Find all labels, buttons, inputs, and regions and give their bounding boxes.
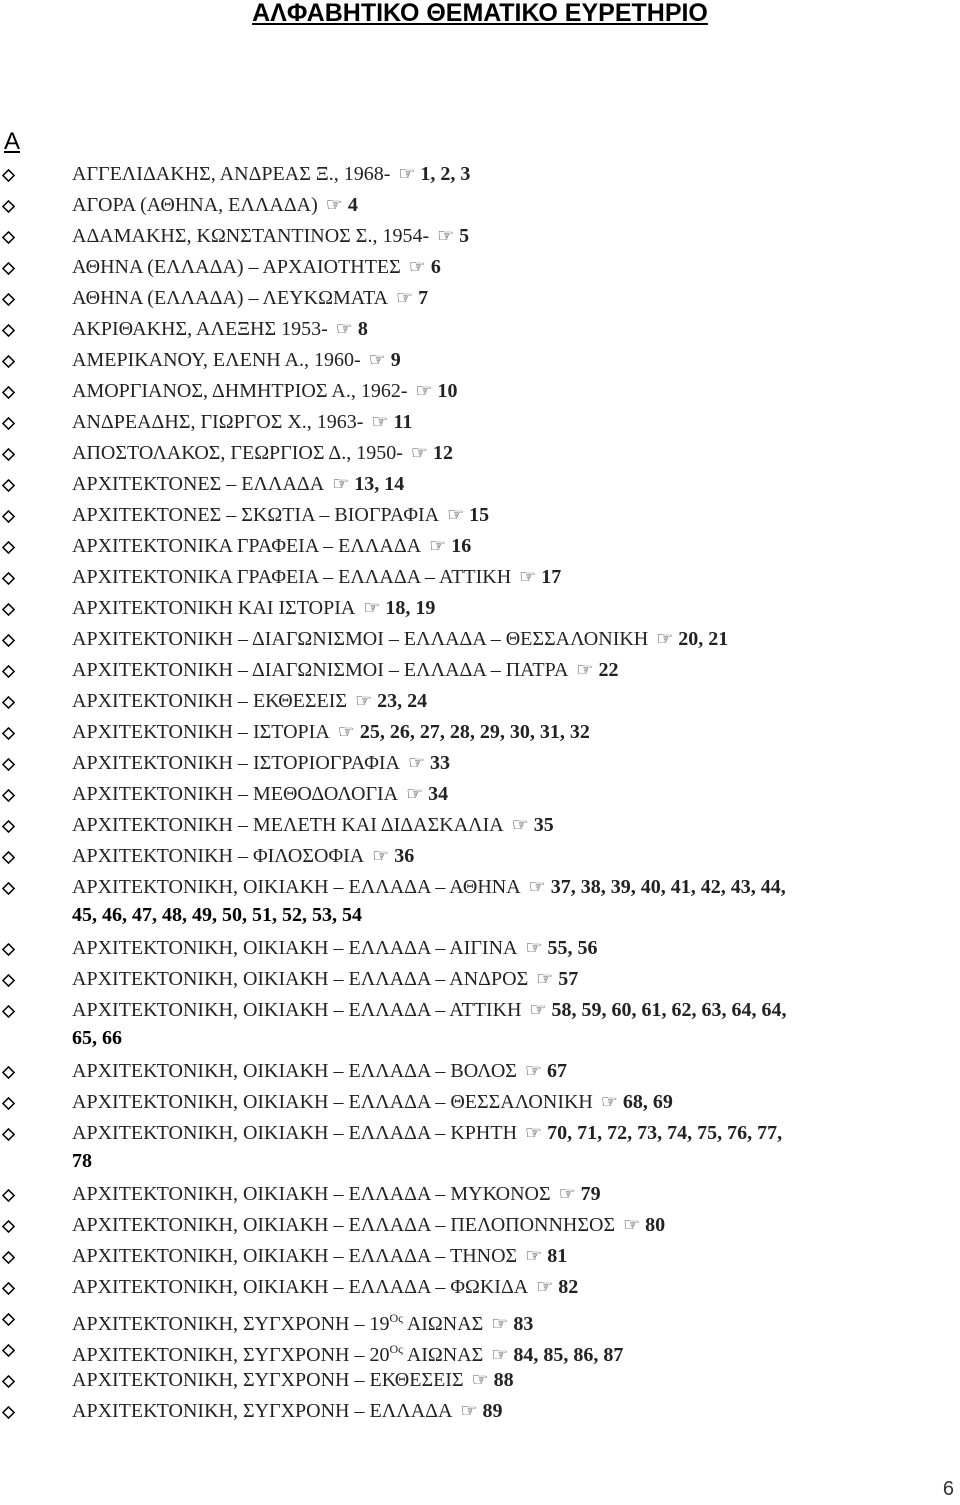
pointing-hand-icon: ☞ <box>536 969 554 990</box>
entry-line <box>72 222 469 251</box>
entry-pages: 11 <box>393 411 413 433</box>
entry-term: ΑΠΟΣΤΟΛΑΚΟΣ, ΓΕΩΡΓΙΟΣ Δ., 1950- <box>72 442 403 464</box>
pointing-hand-icon: ☞ <box>332 474 350 495</box>
diamond-bullet-icon <box>2 448 15 461</box>
entry-pages: 23, 24 <box>377 690 428 712</box>
entry-term: ΑΜΟΡΓΙΑΝΟΣ, ΔΗΜΗΤΡΙΟΣ Α., 1962- <box>72 380 408 402</box>
entry-line <box>72 1242 567 1271</box>
pointing-hand-icon: ☞ <box>429 536 447 557</box>
entry-pages: 17 <box>541 566 562 588</box>
diamond-bullet-icon <box>2 386 15 399</box>
entry-term: ΑΡΧΙΤΕΚΤΟΝΙΚΗ, ΟΙΚΙΑΚΗ – ΕΛΛΑΔΑ – ΑΘΗΝΑ <box>72 876 521 898</box>
entry-term: ΑΡΧΙΤΕΚΤΟΝΙΚΗ, ΟΙΚΙΑΚΗ – ΕΛΛΑΔΑ – ΒΟΛΟΣ <box>72 1060 517 1082</box>
entry-line <box>72 965 578 994</box>
pointing-hand-icon: ☞ <box>325 195 343 216</box>
entry-term: ΑΡΧΙΤΕΚΤΟΝΙΚΗ, ΟΙΚΙΑΚΗ – ΕΛΛΑΔΑ – ΑΝΔΡΟΣ <box>72 968 529 990</box>
entry-term: ΑΡΧΙΤΕΚΤΟΝΙΚΗ, ΟΙΚΙΑΚΗ – ΕΛΛΑΔΑ – ΚΡΗΤΗ <box>72 1122 518 1144</box>
entry-term: ΑΡΧΙΤΕΚΤΟΝΙΚΗ – ΜΕΛΕΤΗ ΚΑΙ ΔΙΔΑΣΚΑΛΙΑ <box>72 814 504 836</box>
pointing-hand-icon: ☞ <box>396 288 414 309</box>
pointing-hand-icon: ☞ <box>491 1314 509 1335</box>
entry-term: ΑΡΧΙΤΕΚΤΟΝΙΚΗ, ΟΙΚΙΑΚΗ – ΕΛΛΑΔΑ – ΘΕΣΣΑΛΟΝΙΚΗ <box>72 1091 593 1113</box>
diamond-bullet-icon <box>2 1005 15 1018</box>
entry-pages: 80 <box>645 1214 666 1236</box>
section-letter: Α <box>4 128 21 155</box>
diamond-bullet-icon <box>2 851 15 864</box>
diamond-bullet-icon <box>2 572 15 585</box>
diamond-bullet-icon <box>2 293 15 306</box>
entry-line <box>72 656 618 685</box>
pointing-hand-icon: ☞ <box>491 1345 509 1366</box>
entry-line <box>72 873 786 902</box>
entry-line <box>72 563 561 592</box>
entry-line <box>72 1366 514 1395</box>
entry-term: ΑΘΗΝΑ (ΕΛΛΑΔΑ) – ΛΕΥΚΩΜΑΤΑ <box>72 287 389 309</box>
entry-line <box>72 594 435 623</box>
entry-pages: 18, 19 <box>385 597 436 619</box>
entry-term: ΑΓΟΡΑ (ΑΘΗΝΑ, ΕΛΛΑΔΑ) <box>72 194 318 216</box>
pointing-hand-icon: ☞ <box>511 815 529 836</box>
diamond-bullet-icon <box>2 634 15 647</box>
diamond-bullet-icon <box>2 1344 15 1357</box>
pointing-hand-icon: ☞ <box>337 722 355 743</box>
entry-superscript: Ος <box>389 1311 403 1325</box>
entry-term: ΑΡΧΙΤΕΚΤΟΝΙΚΗ – ΔΙΑΓΩΝΙΣΜΟΙ – ΕΛΛΑΔΑ – ΘΕΣΣΑΛΟΝΙΚΗ <box>72 628 649 650</box>
entry-line <box>72 780 448 809</box>
pointing-hand-icon: ☞ <box>437 226 455 247</box>
entry-pages: 36 <box>394 845 415 867</box>
diamond-bullet-icon <box>2 1313 15 1326</box>
entry-term-suffix: ΑΙΩΝΑΣ <box>406 1344 484 1366</box>
entry-line <box>72 284 428 313</box>
entry-line <box>72 718 590 747</box>
diamond-bullet-icon <box>2 665 15 678</box>
diamond-bullet-icon <box>2 510 15 523</box>
pointing-hand-icon: ☞ <box>529 1000 547 1021</box>
entry-pages: 89 <box>482 1400 503 1422</box>
entry-term: ΑΡΧΙΤΕΚΤΟΝΙΚΗ, ΟΙΚΙΑΚΗ – ΕΛΛΑΔΑ – ΤΗΝΟΣ <box>72 1245 518 1267</box>
entry-line <box>72 408 412 437</box>
entry-term: ΑΡΧΙΤΕΚΤΟΝΙΚΑ ΓΡΑΦΕΙΑ – ΕΛΛΑΔΑ – ΑΤΤΙΚΗ <box>72 566 512 588</box>
entry-pages: 13, 14 <box>354 473 405 495</box>
entry-line <box>72 1088 673 1117</box>
entry-line <box>72 191 358 220</box>
entry-pages: 67 <box>547 1060 567 1082</box>
entry-line <box>72 811 554 840</box>
diamond-bullet-icon <box>2 479 15 492</box>
diamond-bullet-icon <box>2 974 15 987</box>
pointing-hand-icon: ☞ <box>519 567 537 588</box>
pointing-hand-icon: ☞ <box>471 1370 489 1391</box>
entry-line <box>72 625 728 654</box>
entry-term: ΑΡΧΙΤΕΚΤΟΝΙΚΗ, ΟΙΚΙΑΚΗ – ΕΛΛΑΔΑ – ΜΥΚΟΝΟΣ <box>72 1183 551 1205</box>
pointing-hand-icon: ☞ <box>363 598 381 619</box>
entry-pages: 7 <box>418 287 429 309</box>
pointing-hand-icon: ☞ <box>528 877 546 898</box>
entry-line <box>72 996 787 1025</box>
entry-pages: 25, 26, 27, 28, 29, 30, 31, 32 <box>359 721 590 743</box>
entry-pages: 9 <box>390 349 401 371</box>
entry-term: ΑΓΓΕΛΙΔΑΚΗΣ, ΑΝΔΡΕΑΣ Ξ., 1968- <box>72 163 391 185</box>
diamond-bullet-icon <box>2 603 15 616</box>
entry-term: ΑΚΡΙΘΑΚΗΣ, ΑΛΕΞΗΣ 1953- <box>72 318 328 340</box>
diamond-bullet-icon <box>2 200 15 213</box>
entry-term: ΑΡΧΙΤΕΚΤΟΝΕΣ – ΕΛΛΑΔΑ <box>72 473 325 495</box>
entry-line <box>72 253 441 282</box>
entry-term: ΑΡΧΙΤΕΚΤΟΝΙΚΗ, ΟΙΚΙΑΚΗ – ΕΛΛΑΔΑ – ΑΤΤΙΚΗ <box>72 999 522 1021</box>
entry-line <box>72 315 368 344</box>
entry-pages: 58, 59, 60, 61, 62, 63, 64, 64, <box>551 999 787 1021</box>
entry-line <box>72 160 470 189</box>
entry-pages: 68, 69 <box>622 1091 673 1113</box>
diamond-bullet-icon <box>2 1375 15 1388</box>
entry-term: ΑΡΧΙΤΕΚΤΟΝΙΚΗ – ΕΚΘΕΣΕΙΣ <box>72 690 348 712</box>
entry-term: ΑΝΔΡΕΑΔΗΣ, ΓΙΩΡΓΟΣ Χ., 1963- <box>72 411 364 433</box>
pointing-hand-icon: ☞ <box>576 660 594 681</box>
pointing-hand-icon: ☞ <box>623 1215 641 1236</box>
entry-pages: 88 <box>493 1369 514 1391</box>
entry-pages: 4 <box>347 194 358 216</box>
entry-pages-continued: 45, 46, 47, 48, 49, 50, 51, 52, 53, 54 <box>72 904 362 926</box>
pointing-hand-icon: ☞ <box>368 350 386 371</box>
diamond-bullet-icon <box>2 758 15 771</box>
pointing-hand-icon: ☞ <box>656 629 674 650</box>
entry-term: ΑΘΗΝΑ (ΕΛΛΑΔΑ) – ΑΡΧΑΙΟΤΗΤΕΣ <box>72 256 401 278</box>
entry-pages: 15 <box>469 504 490 526</box>
entry-pages-continued: 65, 66 <box>72 1027 122 1049</box>
entry-pages: 79 <box>580 1183 601 1205</box>
entry-pages: 57 <box>558 968 579 990</box>
entry-superscript: Ος <box>389 1342 403 1356</box>
pointing-hand-icon: ☞ <box>408 257 426 278</box>
entry-line <box>72 1119 782 1148</box>
entry-pages: 34 <box>428 783 449 805</box>
diamond-bullet-icon <box>2 355 15 368</box>
pointing-hand-icon: ☞ <box>460 1401 478 1422</box>
diamond-bullet-icon <box>2 1406 15 1419</box>
entry-pages: 37, 38, 39, 40, 41, 42, 43, 44, <box>550 876 786 898</box>
diamond-bullet-icon <box>2 943 15 956</box>
entry-line <box>72 1180 601 1209</box>
diamond-bullet-icon <box>2 1189 15 1202</box>
diamond-bullet-icon <box>2 882 15 895</box>
diamond-bullet-icon <box>2 262 15 275</box>
diamond-bullet-icon <box>2 1220 15 1233</box>
entry-pages: 16 <box>451 535 472 557</box>
pointing-hand-icon: ☞ <box>372 846 390 867</box>
diamond-bullet-icon <box>2 1282 15 1295</box>
entry-line <box>72 1304 533 1339</box>
entry-pages: 33 <box>430 752 451 774</box>
entry-pages: 10 <box>437 380 458 402</box>
entry-pages: 6 <box>430 256 441 278</box>
entry-pages: 8 <box>357 318 368 340</box>
entry-pages-continued: 78 <box>72 1150 92 1172</box>
diamond-bullet-icon <box>2 789 15 802</box>
pointing-hand-icon: ☞ <box>355 691 373 712</box>
entry-line <box>72 470 404 499</box>
entry-pages: 35 <box>533 814 554 836</box>
entry-pages: 83 <box>513 1313 534 1335</box>
entry-line <box>72 532 471 561</box>
pointing-hand-icon: ☞ <box>525 1246 543 1267</box>
diamond-bullet-icon <box>2 324 15 337</box>
entry-line <box>72 1273 578 1302</box>
diamond-bullet-icon <box>2 1066 15 1079</box>
entry-line <box>72 1335 623 1370</box>
entry-pages: 12 <box>432 442 453 464</box>
diamond-bullet-icon <box>2 1128 15 1141</box>
diamond-bullet-icon <box>2 417 15 430</box>
diamond-bullet-icon <box>2 541 15 554</box>
pointing-hand-icon: ☞ <box>406 784 424 805</box>
entry-line <box>72 377 458 406</box>
pointing-hand-icon: ☞ <box>600 1092 618 1113</box>
entry-term: ΑΡΧΙΤΕΚΤΟΝΕΣ – ΣΚΩΤΙΑ – ΒΙΟΓΡΑΦΙΑ <box>72 504 440 526</box>
pointing-hand-icon: ☞ <box>415 381 433 402</box>
entry-term: ΑΡΧΙΤΕΚΤΟΝΙΚΗ – ΙΣΤΟΡΙΟΓΡΑΦΙΑ <box>72 752 400 774</box>
entry-term: ΑΡΧΙΤΕΚΤΟΝΙΚΗ – ΜΕΘΟΔΟΛΟΓΙΑ <box>72 783 399 805</box>
entry-term: ΑΡΧΙΤΕΚΤΟΝΙΚΗ – ΙΣΤΟΡΙΑ <box>72 721 330 743</box>
entry-pages: 82 <box>558 1276 579 1298</box>
pointing-hand-icon: ☞ <box>408 753 426 774</box>
pointing-hand-icon: ☞ <box>524 1061 542 1082</box>
entry-pages: 81 <box>547 1245 568 1267</box>
entry-term: ΑΜΕΡΙΚΑΝΟΥ, ΕΛΕΝΗ Α., 1960- <box>72 349 361 371</box>
diamond-bullet-icon <box>2 1097 15 1110</box>
pointing-hand-icon: ☞ <box>335 319 353 340</box>
entry-line <box>72 439 453 468</box>
pointing-hand-icon: ☞ <box>398 164 416 185</box>
entry-term: ΑΡΧΙΤΕΚΤΟΝΙΚΗ – ΔΙΑΓΩΝΙΣΜΟΙ – ΕΛΛΑΔΑ – ΠΑΤΡΑ <box>72 659 569 681</box>
pointing-hand-icon: ☞ <box>371 412 389 433</box>
entry-line <box>72 1057 567 1086</box>
entry-pages: 70, 71, 72, 73, 74, 75, 76, 77, <box>547 1122 783 1144</box>
entry-term: ΑΔΑΜΑΚΗΣ, ΚΩΝΣΤΑΝΤΙΝΟΣ Σ., 1954- <box>72 225 430 247</box>
pointing-hand-icon: ☞ <box>447 505 465 526</box>
entry-term: ΑΡΧΙΤΕΚΤΟΝΙΚΑ ΓΡΑΦΕΙΑ – ΕΛΛΑΔΑ <box>72 535 422 557</box>
entry-term: ΑΡΧΙΤΕΚΤΟΝΙΚΗ ΚΑΙ ΙΣΤΟΡΙΑ <box>72 597 356 619</box>
diamond-bullet-icon <box>2 231 15 244</box>
diamond-bullet-icon <box>2 1251 15 1264</box>
entry-line <box>72 1211 665 1240</box>
entry-term: ΑΡΧΙΤΕΚΤΟΝΙΚΗ, ΣΥΓΧΡΟΝΗ – 19 <box>72 1313 390 1335</box>
pointing-hand-icon: ☞ <box>558 1184 576 1205</box>
entry-line <box>72 501 489 530</box>
pointing-hand-icon: ☞ <box>525 938 543 959</box>
entry-pages: 22 <box>598 659 619 681</box>
pointing-hand-icon: ☞ <box>410 443 428 464</box>
entry-line <box>72 749 450 778</box>
diamond-bullet-icon <box>2 727 15 740</box>
entry-line <box>72 687 427 716</box>
diamond-bullet-icon <box>2 696 15 709</box>
diamond-bullet-icon <box>2 820 15 833</box>
entry-term: ΑΡΧΙΤΕΚΤΟΝΙΚΗ, ΣΥΓΧΡΟΝΗ – ΕΚΘΕΣΕΙΣ <box>72 1369 464 1391</box>
diamond-bullet-icon <box>2 169 15 182</box>
entry-pages: 55, 56 <box>547 937 598 959</box>
entry-pages: 20, 21 <box>678 628 729 650</box>
entry-line <box>72 1397 503 1426</box>
entry-term: ΑΡΧΙΤΕΚΤΟΝΙΚΗ, ΟΙΚΙΑΚΗ – ΕΛΛΑΔΑ – ΦΩΚΙΔΑ <box>72 1276 529 1298</box>
entry-term: ΑΡΧΙΤΕΚΤΟΝΙΚΗ, ΣΥΓΧΡΟΝΗ – ΕΛΛΑΔΑ <box>72 1400 453 1422</box>
entry-term: ΑΡΧΙΤΕΚΤΟΝΙΚΗ – ΦΙΛΟΣΟΦΙΑ <box>72 845 365 867</box>
entry-pages: 1, 2, 3 <box>420 163 471 185</box>
entry-line <box>72 934 598 963</box>
page-title: ΑΛΦΑΒΗΤΙΚΟ ΘΕΜΑΤΙΚΟ ΕΥΡΕΤΗΡΙΟ <box>252 0 708 27</box>
entry-line <box>72 842 414 871</box>
page-number: 6 <box>942 1478 954 1500</box>
entry-pages: 84, 85, 86, 87 <box>513 1344 624 1366</box>
entry-term-suffix: ΑΙΩΝΑΣ <box>406 1313 484 1335</box>
pointing-hand-icon: ☞ <box>525 1123 543 1144</box>
pointing-hand-icon: ☞ <box>536 1277 554 1298</box>
entry-term: ΑΡΧΙΤΕΚΤΟΝΙΚΗ, ΣΥΓΧΡΟΝΗ – 20 <box>72 1344 390 1366</box>
entry-term: ΑΡΧΙΤΕΚΤΟΝΙΚΗ, ΟΙΚΙΑΚΗ – ΕΛΛΑΔΑ – ΠΕΛΟΠΟΝΝΗΣΟΣ <box>72 1214 616 1236</box>
entry-term: ΑΡΧΙΤΕΚΤΟΝΙΚΗ, ΟΙΚΙΑΚΗ – ΕΛΛΑΔΑ – ΑΙΓΙΝΑ <box>72 937 518 959</box>
entry-pages: 5 <box>459 225 470 247</box>
entry-line <box>72 346 401 375</box>
